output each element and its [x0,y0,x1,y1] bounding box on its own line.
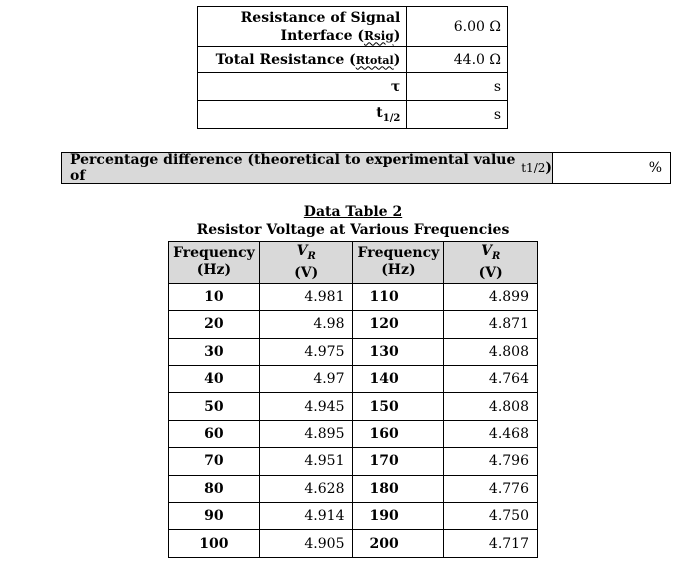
row-signal-resistance [198,7,508,47]
frequency-cell[interactable]: 70 [169,448,260,475]
frequency-voltage-table [168,241,538,558]
frequency-cell[interactable]: 190 [353,502,444,529]
voltage-cell[interactable]: 4.750 [444,502,538,529]
voltage-cell[interactable]: 4.899 [444,283,538,310]
total-resistance-label [198,47,407,73]
frequency-cell[interactable]: 60 [169,420,260,447]
header-text: Frequency [357,245,440,262]
table-row [169,365,538,392]
voltage-cell[interactable]: 4.895 [259,420,353,447]
table-row [169,530,538,557]
pct-label-text: Percentage difference (theoretical to experimental value of [70,152,516,184]
frequency-cell[interactable]: 90 [169,502,260,529]
voltage-cell[interactable]: 4.808 [444,338,538,365]
parameters-table [197,6,508,129]
table-row [169,475,538,502]
data-table-title [168,203,538,239]
label-sub: 1/2 [382,112,401,124]
frequency-cell[interactable]: 160 [353,420,444,447]
pct-label-end: ) [545,160,552,176]
voltage-cell[interactable]: 4.975 [259,338,353,365]
frequency-cell[interactable]: 110 [353,283,444,310]
pct-label-sub: t1/2 [521,161,546,175]
table-row [169,311,538,338]
label-sub: Rsig [364,28,394,43]
table-subtitle: Resistor Voltage at Various Frequencies [196,222,510,238]
frequency-cell[interactable]: 200 [353,530,444,557]
header-frequency-2 [353,242,444,284]
header-unit: (V) [294,264,319,281]
header-unit: (Hz) [196,262,232,279]
frequency-cell[interactable]: 80 [169,475,260,502]
frequency-cell[interactable]: 10 [169,283,260,310]
header-unit: (V) [478,264,503,281]
voltage-cell[interactable]: 4.717 [444,530,538,557]
label-text: t [376,105,383,122]
voltage-cell[interactable]: 4.981 [259,283,353,310]
vr-symbol: V [481,243,492,259]
frequency-cell[interactable]: 180 [353,475,444,502]
table-row [169,393,538,420]
frequency-cell[interactable]: 130 [353,338,444,365]
frequency-cell[interactable]: 170 [353,448,444,475]
table-row [169,338,538,365]
header-frequency-1 [169,242,260,284]
vr-sub: R [491,250,501,262]
voltage-cell[interactable]: 4.628 [259,475,353,502]
voltage-cell[interactable]: 4.776 [444,475,538,502]
header-vr-1 [259,242,353,284]
frequency-cell[interactable]: 50 [169,393,260,420]
frequency-cell[interactable]: 120 [353,311,444,338]
header-vr-2 [444,242,538,284]
table-body [169,283,538,557]
row-half-life [198,101,508,129]
frequency-cell[interactable]: 150 [353,393,444,420]
voltage-cell[interactable]: 4.97 [259,365,353,392]
voltage-cell[interactable]: 4.905 [259,530,353,557]
vr-sub: R [307,250,316,262]
label-line2: Interface ( [280,27,365,44]
percentage-difference-value[interactable]: % [648,160,662,176]
voltage-cell[interactable]: 4.871 [444,311,538,338]
table-row [169,420,538,447]
percentage-difference-label [62,153,553,183]
header-row [169,242,538,284]
table-row [169,448,538,475]
voltage-cell[interactable]: 4.796 [444,448,538,475]
voltage-cell[interactable]: 4.468 [444,420,538,447]
voltage-cell[interactable]: 4.914 [259,502,353,529]
table-row [169,283,538,310]
label-line1: Resistance of Signal [240,9,401,26]
signal-resistance-label [198,7,407,47]
label-text: Total Resistance ( [215,51,356,68]
frequency-cell[interactable]: 20 [169,311,260,338]
row-tau [198,73,508,101]
voltage-cell[interactable]: 4.98 [259,311,353,338]
header-unit: (Hz) [381,262,416,279]
table-row [169,502,538,529]
voltage-cell[interactable]: 4.764 [444,365,538,392]
table-title: Data Table 2 [303,204,403,220]
vr-symbol: V [296,243,308,259]
label-sub: Rtotal [355,53,394,67]
signal-resistance-value[interactable]: 6.00 Ω [407,7,508,47]
half-life-label [198,101,407,129]
label-end: ) [393,51,401,68]
frequency-cell[interactable]: 100 [169,530,260,557]
voltage-cell[interactable]: 4.945 [259,393,353,420]
total-resistance-value[interactable]: 44.0 Ω [407,47,508,73]
voltage-cell[interactable]: 4.808 [444,393,538,420]
frequency-cell[interactable]: 30 [169,338,260,365]
frequency-cell[interactable]: 140 [353,365,444,392]
half-life-value[interactable]: s [407,101,508,129]
tau-value[interactable]: s [407,73,508,101]
label-end: ) [393,27,401,44]
voltage-cell[interactable]: 4.951 [259,448,353,475]
tau-label: τ [198,73,407,101]
header-text: Frequency [173,245,255,262]
frequency-cell[interactable]: 40 [169,365,260,392]
row-total-resistance [198,47,508,73]
percentage-difference-row [61,152,671,184]
